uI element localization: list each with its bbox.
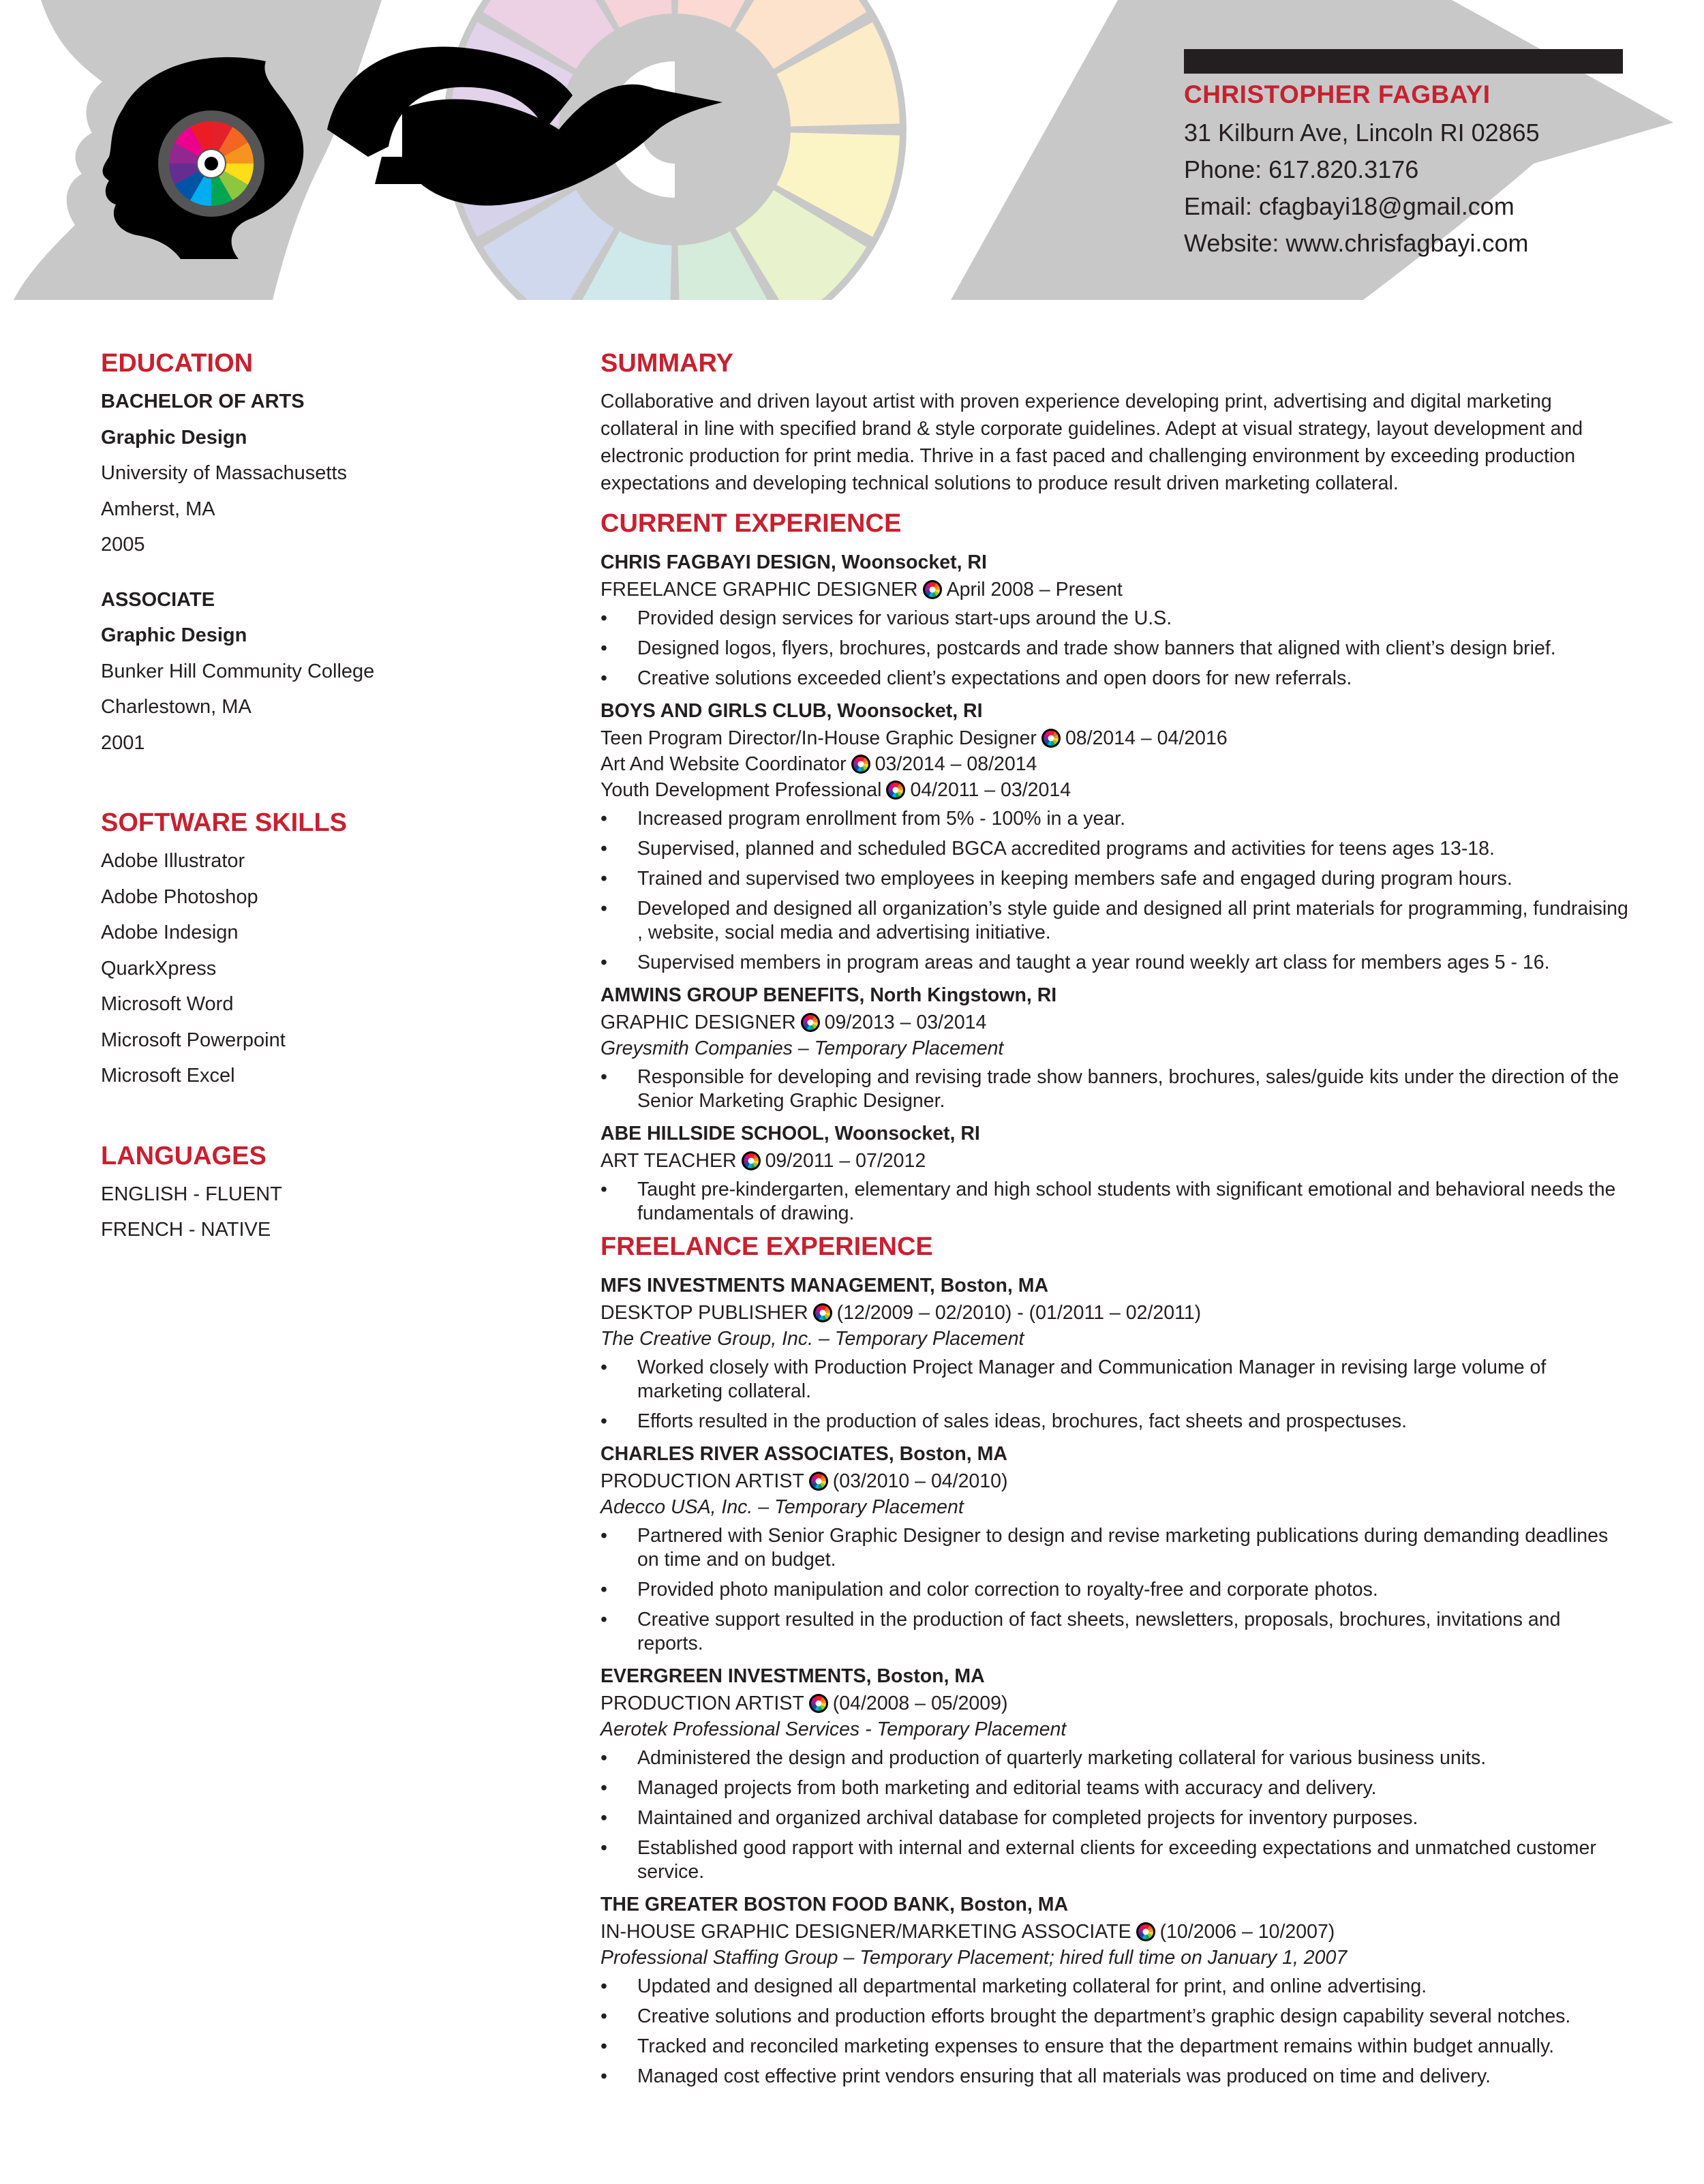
bullet-item	[600, 867, 1630, 891]
bullet-text: Creative support resulted in the production of fact sheets, newsletters, proposals, brochures, invitations and reports.	[637, 1609, 1561, 1654]
bullet-text: Efforts resulted in the production of sales ideas, brochures, fact sheets and prospectuses.	[637, 1410, 1408, 1432]
school: Bunker Hill Community College	[101, 660, 375, 682]
bullet-item	[600, 637, 1630, 661]
color-wheel-icon	[922, 579, 943, 600]
bullet-dot: •	[600, 667, 607, 689]
bullet-dot: •	[600, 1410, 607, 1432]
bullet-dot: •	[600, 868, 607, 890]
bullet-item	[600, 1608, 1630, 1656]
degree: ASSOCIATE	[101, 588, 215, 611]
software-item: Adobe Photoshop	[101, 885, 258, 908]
role-title: PRODUCTION ARTIST	[600, 1470, 804, 1492]
current-experience-heading: CURRENT EXPERIENCE	[600, 509, 902, 538]
bullet-dot: •	[600, 1747, 607, 1769]
role-title: DESKTOP PUBLISHER	[600, 1302, 808, 1324]
school: University of Massachusetts	[101, 462, 348, 484]
job-role	[600, 1690, 1630, 1716]
role-title: FREELANCE GRAPHIC DESIGNER	[600, 579, 918, 601]
job-bullets	[600, 1975, 1630, 2089]
employer-name: CHARLES RIVER ASSOCIATES, Boston, MA	[600, 1443, 1007, 1465]
bullet-dot: •	[600, 2065, 607, 2087]
candidate-name: CHRISTOPHER FAGBAYI	[1184, 80, 1491, 108]
contact-block	[1184, 80, 1540, 266]
bullet-text: Worked closely with Production Project Manager and Communication Manager in revising large volume of marketing collateral.	[637, 1356, 1547, 1402]
placement-note: Professional Staffing Group – Temporary Placement; hired full time on January 1, 2007	[600, 1947, 1348, 1969]
role-dates: 08/2014 – 04/2016	[1065, 727, 1228, 749]
bullet-text: Maintained and organized archival database for completed projects for inventory purposes.	[637, 1807, 1418, 1829]
color-wheel-icon	[808, 1471, 829, 1491]
color-wheel-icon	[808, 1693, 829, 1714]
role-dates: (03/2010 – 04/2010)	[832, 1470, 1008, 1492]
role-dates: 03/2014 – 08/2014	[874, 753, 1037, 775]
school-location: Amherst, MA	[101, 498, 215, 520]
job-bullets	[600, 1065, 1630, 1113]
bullet-item	[600, 1776, 1630, 1800]
bullet-item	[600, 1356, 1630, 1404]
right-column	[600, 349, 1630, 2095]
job-role	[600, 725, 1630, 751]
bullet-dot: •	[600, 1179, 607, 1200]
bullet-text: Updated and designed all departmental marketing collateral for print, and online advertising.	[637, 1975, 1427, 1997]
bullet-dot: •	[600, 1525, 607, 1547]
bullet-text: Managed cost effective print vendors ensuring that all materials was produced on time and delivery.	[637, 2065, 1491, 2087]
logo-wheel-center	[204, 157, 218, 170]
languages-heading: LANGUAGES	[101, 1141, 267, 1170]
software-list	[101, 850, 510, 1101]
role-dates: 09/2013 – 03/2014	[824, 1012, 987, 1033]
bullet-dot: •	[600, 1837, 607, 1859]
bullet-text: Administered the design and production of quarterly marketing collateral for various business units.	[637, 1747, 1487, 1769]
bullet-item	[600, 1410, 1630, 1434]
bullet-item	[600, 1836, 1630, 1884]
job-role	[600, 777, 1630, 803]
major: Graphic Design	[101, 426, 247, 449]
role-dates: (04/2008 – 05/2009)	[832, 1693, 1008, 1714]
bullet-dot: •	[600, 808, 607, 830]
role-dates: 04/2011 – 03/2014	[910, 779, 1071, 801]
bullet-text: Supervised, planned and scheduled BGCA accredited programs and activities for teens ages 13-18.	[637, 838, 1495, 860]
job-entry	[600, 1440, 1630, 1656]
role-dates: (12/2009 – 02/2010) - (01/2011 – 02/2011)	[836, 1302, 1202, 1324]
bullet-dot: •	[600, 838, 607, 860]
summary-heading: SUMMARY	[600, 349, 733, 378]
role-title: ART TEACHER	[600, 1150, 737, 1172]
bullet-text: Creative solutions and production efforts brought the department’s graphic design capability several notches.	[637, 2005, 1571, 2027]
header-black-bar	[1184, 49, 1623, 74]
graduation-year: 2001	[101, 731, 145, 754]
software-item: Microsoft Excel	[101, 1065, 235, 1087]
role-dates: 09/2011 – 07/2012	[765, 1150, 926, 1172]
bullet-item	[600, 951, 1630, 975]
bullet-text: Responsible for developing and revising trade show banners, brochures, sales/guide kits under the direction of the Senior Marketing Graphic Designer.	[637, 1066, 1619, 1112]
bullet-text: Provided design services for various start-ups around the U.S.	[637, 607, 1172, 629]
job-entry	[600, 1271, 1630, 1434]
job-role	[600, 1300, 1630, 1326]
bullet-text: Supervised members in program areas and taught a year round weekly art class for members ages 5 - 16.	[637, 952, 1550, 973]
job-bullets	[600, 607, 1630, 691]
languages-list	[101, 1183, 510, 1255]
placement-note: Adecco USA, Inc. – Temporary Placement	[600, 1496, 964, 1518]
contact-email: Email: cfagbayi18@gmail.com	[1184, 192, 1515, 220]
bullet-text: Increased program enrollment from 5% - 100% in a year.	[637, 808, 1126, 830]
bullet-dot: •	[600, 952, 607, 973]
freelance-experience-list	[600, 1271, 1630, 2089]
job-role	[600, 751, 1630, 777]
role-dates: (10/2006 – 10/2007)	[1159, 1921, 1335, 1943]
bullet-dot: •	[600, 2005, 607, 2027]
employer-name: AMWINS GROUP BENEFITS, North Kingstown, RI	[600, 984, 1057, 1006]
bullet-text: Creative solutions exceeded client’s expectations and open doors for new referrals.	[637, 667, 1352, 689]
bullet-dot: •	[600, 1356, 607, 1378]
role-title: PRODUCTION ARTIST	[600, 1693, 804, 1714]
placement-note: Aerotek Professional Services - Temporary Placement	[600, 1718, 1067, 1740]
software-item: Adobe Indesign	[101, 922, 239, 943]
bullet-dot: •	[600, 637, 607, 659]
bullet-item	[600, 1178, 1630, 1226]
color-wheel-icon	[851, 754, 871, 774]
bullet-item	[600, 2005, 1630, 2029]
color-wheel-icon	[800, 1012, 821, 1033]
summary-text: Collaborative and driven layout artist with proven experience developing print, advertising and digital marketing collateral in line with specified brand & style corporate guidelines. Adept at visual strategy, layout development and electronic production for print media. Thrive in a fast paced and challenging environment by exceeding production expectations and developing technical solutions to produce result driven marketing collateral.	[600, 391, 1583, 494]
employer-name: BOYS AND GIRLS CLUB, Woonsocket, RI	[600, 700, 983, 722]
bullet-text: Provided photo manipulation and color correction to royalty-free and corporate photos.	[637, 1579, 1378, 1601]
job-bullets	[600, 1356, 1630, 1434]
bullet-dot: •	[600, 1609, 607, 1631]
placement-note: Greysmith Companies – Temporary Placement	[600, 1037, 1004, 1059]
bullet-item	[600, 837, 1630, 861]
bullet-dot: •	[600, 1066, 607, 1088]
bullet-text: Managed projects from both marketing and editorial teams with accuracy and delivery.	[637, 1777, 1377, 1799]
bullet-dot: •	[600, 1807, 607, 1829]
color-wheel-icon	[1136, 1922, 1156, 1942]
job-role	[600, 577, 1630, 603]
bullet-item	[600, 667, 1630, 691]
bullet-text: Designed logos, flyers, brochures, postcards and trade show banners that aligned with client’s design brief.	[637, 637, 1556, 659]
bullet-text: Established good rapport with internal and external clients for exceeding expectations and unmatched customer service.	[637, 1837, 1596, 1883]
software-item: QuarkXpress	[101, 957, 217, 980]
employer-name: CHRIS FAGBAYI DESIGN, Woonsocket, RI	[600, 551, 987, 573]
language-item: FRENCH - NATIVE	[101, 1219, 271, 1241]
software-heading: SOFTWARE SKILLS	[101, 808, 347, 837]
graduation-year: 2005	[101, 534, 145, 556]
software-item: Microsoft Word	[101, 993, 234, 1015]
software-item: Adobe Illustrator	[101, 850, 245, 872]
job-entry	[600, 548, 1630, 691]
bullet-item	[600, 1524, 1630, 1572]
education-entry	[101, 391, 510, 570]
bullet-text: Tracked and reconciled marketing expenses to ensure that the department remains within budget annually.	[637, 2035, 1555, 2057]
color-wheel-icon	[741, 1151, 761, 1171]
role-title: Youth Development Professional	[600, 779, 882, 801]
employer-name: ABE HILLSIDE SCHOOL, Woonsocket, RI	[600, 1123, 980, 1144]
placement-note: The Creative Group, Inc. – Temporary Placement	[600, 1328, 1024, 1350]
software-item: Microsoft Powerpoint	[101, 1029, 286, 1051]
left-column	[101, 349, 510, 1255]
bullet-text: Developed and designed all organization’s style guide and designed all print materials for programming, fundraising , website, social media and advertising initiative.	[637, 898, 1628, 943]
job-entry	[600, 1119, 1630, 1226]
job-entry	[600, 1890, 1630, 2089]
contact-address: 31 Kilburn Ave, Lincoln RI 02865	[1184, 119, 1540, 147]
job-role	[600, 1148, 1630, 1174]
employer-name: THE GREATER BOSTON FOOD BANK, Boston, MA	[600, 1894, 1069, 1915]
contact-website: Website: www.chrisfagbayi.com	[1184, 229, 1529, 257]
job-entry	[600, 981, 1630, 1113]
bullet-item	[600, 2035, 1630, 2059]
bullet-dot: •	[600, 898, 607, 920]
role-title: IN-HOUSE GRAPHIC DESIGNER/MARKETING ASSOCIATE	[600, 1921, 1131, 1943]
bullet-dot: •	[600, 1579, 607, 1601]
bullet-text: Taught pre-kindergarten, elementary and high school students with significant emotional and behavioral needs the fundamentals of drawing.	[637, 1179, 1616, 1224]
current-experience-list	[600, 548, 1630, 1226]
degree: BACHELOR OF ARTS	[101, 391, 305, 412]
color-wheel-icon	[1041, 728, 1061, 748]
job-role	[600, 1468, 1630, 1494]
job-role	[600, 1010, 1630, 1035]
role-title: Art And Website Coordinator	[600, 753, 847, 775]
employer-name: EVERGREEN INVESTMENTS, Boston, MA	[600, 1665, 985, 1687]
bullet-text: Trained and supervised two employees in keeping members safe and engaged during program hours.	[637, 868, 1512, 890]
employer-name: MFS INVESTMENTS MANAGEMENT, Boston, MA	[600, 1275, 1049, 1296]
job-bullets	[600, 1746, 1630, 1884]
bullet-item	[600, 897, 1630, 945]
bullet-dot: •	[600, 1975, 607, 1997]
role-title: GRAPHIC DESIGNER	[600, 1012, 796, 1033]
bullet-item	[600, 607, 1630, 631]
bullet-item	[600, 1806, 1630, 1830]
job-entry	[600, 1662, 1630, 1884]
color-wheel-icon	[885, 780, 906, 800]
bullet-item	[600, 2065, 1630, 2089]
bullet-text: Partnered with Senior Graphic Designer to design and revise marketing publications during demanding deadlines on time and on budget.	[637, 1525, 1609, 1571]
bullet-dot: •	[600, 1777, 607, 1799]
education-entry	[101, 589, 510, 768]
job-role	[600, 1919, 1630, 1945]
bullet-item	[600, 1975, 1630, 1999]
bullet-dot: •	[600, 2035, 607, 2057]
education-heading: EDUCATION	[101, 349, 254, 378]
bullet-dot: •	[600, 607, 607, 629]
bullet-item	[600, 1065, 1630, 1113]
job-entry	[600, 697, 1630, 975]
role-title: Teen Program Director/In-House Graphic Designer	[600, 727, 1037, 749]
language-item: ENGLISH - FLUENT	[101, 1183, 282, 1205]
role-dates: April 2008 – Present	[946, 579, 1123, 601]
bullet-item	[600, 1578, 1630, 1602]
major: Graphic Design	[101, 624, 247, 646]
job-bullets	[600, 1524, 1630, 1656]
school-location: Charlestown, MA	[101, 696, 252, 718]
freelance-experience-heading: FREELANCE EXPERIENCE	[600, 1232, 933, 1261]
job-bullets	[600, 807, 1630, 975]
job-bullets	[600, 1178, 1630, 1226]
bullet-item	[600, 807, 1630, 831]
bullet-item	[600, 1746, 1630, 1770]
color-wheel-icon	[812, 1303, 833, 1323]
contact-phone: Phone: 617.820.3176	[1184, 155, 1419, 183]
